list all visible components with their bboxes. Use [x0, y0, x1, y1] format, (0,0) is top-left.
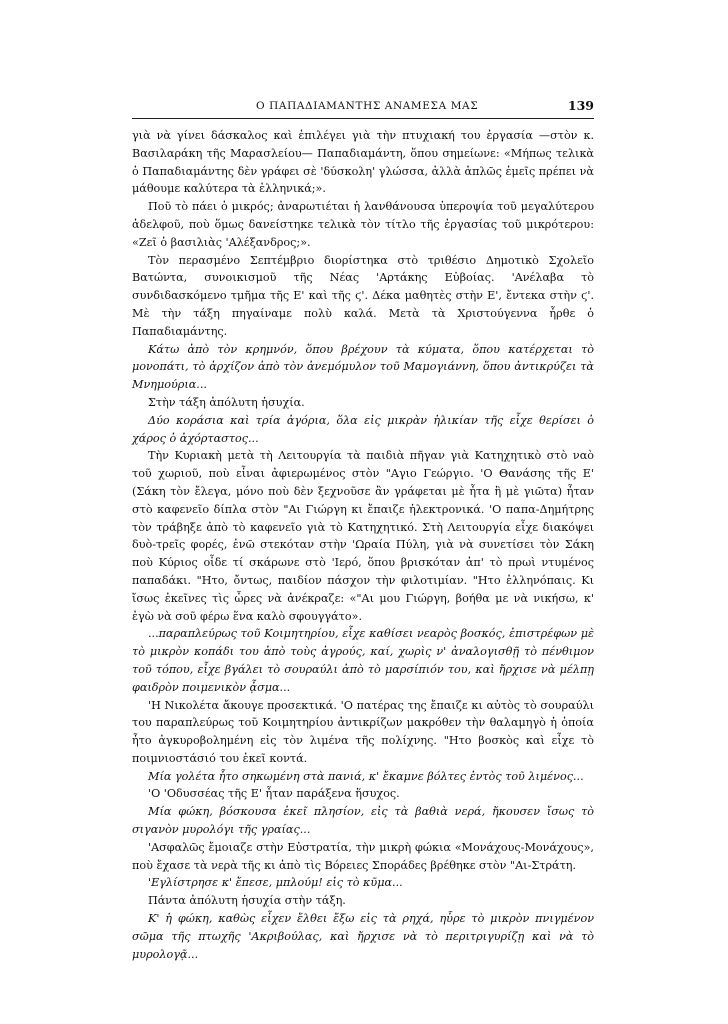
- quoted-passage: Κάτω ἀπὸ τὸν κρημνόν, ὅπου βρέχουν τὰ κύματα, ὅπου κατέρχεται τὸ μονοπάτι, τὸ ἀρχίζον ἀπὸ τὸν ἀνεμόμυλον τοῦ Μαμογιάννη, ὅπου ἀντικρύζει τὰ Μνημούρια...: [132, 342, 594, 392]
- quoted-passage: Κ' ἡ φώκη, καθὼς εἶχεν ἔλθει ἔξω εἰς τὰ ρηχά, ηὗρε τὸ μικρὸν πνιγμένον σῶμα τῆς πτωχῆς 'Ακριβούλας, καὶ ἤρχισε νὰ τὸ περιτριγυρίζῃ καὶ νὰ τὸ μυρολογᾷ...: [132, 912, 594, 961]
- paragraph: 'Ο 'Οδυσσέας τῆς Ε' ἦταν παράξενα ἥσυχος.: [148, 787, 400, 801]
- quoted-passage: 'Εγλίστρησε κ' ἔπεσε, μπλούμ! εἰς τὸ κῦμα...: [148, 876, 403, 890]
- paragraph: γιὰ νὰ γίνει δάσκαλος καὶ ἐπιλέγει γιὰ τὴν πτυχιακή του ἐργασία —στὸν κ. Βασιλαράκη τῆς Μαρασλείου— Παπαδιαμάντη, ὅπου σημείωνε: «Μήπως τελικὰ ὁ Παπαδιαμάντης δὲν γράφει σὲ 'δύσκολη' γλώσσα, ἀλλὰ ἁπλῶς ἐμεῖς πρέπει νὰ μάθουμε καλύτερα τὰ ἑλληνικά;».: [132, 129, 594, 196]
- quoted-passage: Δύο κοράσια καὶ τρία ἀγόρια, ὅλα εἰς μικρὰν ἡλικίαν τῆς εἶχε θερίσει ὁ χάρος ὁ ἀχόρταστος...: [132, 413, 594, 445]
- quoted-passage: Μία φώκη, βόσκουσα ἐκεῖ πλησίον, εἰς τὰ βαθιὰ νερά, ἤκουσεν ἴσως τὸ σιγανὸν μυρολόγι τῆς γραίας...: [132, 805, 594, 837]
- running-title: Ο ΠΑΠΑΔΙΑΜΑΝΤΗΣ ΑΝΑΜΕΣΑ ΜΑΣ: [256, 100, 479, 112]
- paragraph: 'Ασφαλῶς ἔμοιαζε στὴν Εὐστρατία, τὴν μικρὴ φώκια «Μονάχους-Μονάχους», ποὺ ἔχασε τὰ νερὰ τῆς κι ἀπὸ τὶς Βόρειες Σποράδες βρέθηκε στὸν "Αι-Στράτη.: [132, 840, 594, 872]
- header-rule: [132, 118, 594, 119]
- paragraph: Ποῦ τὸ πάει ὁ μικρός; ἀναρωτιέται ἡ λανθάνουσα ὑπεροψία τοῦ μεγαλύτερου ἀδελφοῦ, ποὺ ὅμως δανείστηκε τελικὰ τὸν τίτλο τῆς ἐργασίας τοῦ μικρότερου: «Ζεῖ ὁ βασιλιὰς 'Αλέξανδρος;».: [132, 200, 594, 249]
- quoted-passage: Μία γολέτα ἦτο σηκωμένη στὰ πανιά, κ' ἔκαμνε βόλτες ἐντὸς τοῦ λιμένος...: [148, 769, 584, 783]
- paragraph: Στὴν τάξη ἀπόλυτη ἡσυχία.: [148, 395, 305, 409]
- body-text: [132, 127, 594, 963]
- quoted-passage: ...παραπλεύρως τοῦ Κοιμητηρίου, εἶχε καθίσει νεαρὸς βοσκός, ἐπιστρέφων μὲ τὸ μικρὸν κοπάδι του ἀπὸ τοὺς ἀγρούς, καί, χωρὶς ν' ἀναλογισθῇ τὸ πένθιμον τοῦ τόπου, εἶχε βγάλει τὸ σουραύλι ἀπὸ τὸ μαρσίπιόν του, καὶ ἤρχισε νὰ μέλπῃ φαιδρὸν ποιμενικὸν ᾆσμα...: [132, 627, 594, 694]
- paragraph: Τὸν περασμένο Σεπτέμβριο διορίστηκα στὸ τριθέσιο Δημοτικὸ Σχολεῖο Βατώντα, συνοικισμοῦ τῆς Νέας 'Αρτάκης Εὐβοίας. 'Ανέλαβα τὸ συνδιδασκόμενο τμῆμα τῆς Ε' καὶ τῆς ϛ'. Δέκα μαθητὲς στὴν Ε', ἔντεκα στὴν ϛ'. Μὲ τὴν τάξη πηγαίναμε πολὺ καλά. Μετὰ τὰ Χριστούγεννα ἦρθε ὁ Παπαδιαμάντης.: [132, 253, 594, 338]
- page-header: [132, 98, 594, 120]
- page-number: 139: [567, 98, 594, 113]
- paragraph: Τὴν Κυριακὴ μετὰ τὴ Λειτουργία τὰ παιδιὰ πῆγαν γιὰ Κατηχητικὸ στὸ ναὸ τοῦ χωριοῦ, ποὺ εἶναι ἀφιερωμένος στὸν "Αγιο Γεώργιο. 'Ο Θανάσης τῆς Ε' (Σάκη τὸν ἔλεγα, μόνο ποὺ δὲν ξεχνοῦσε ἂν γράφεται μὲ ἦτα ἢ μὲ γιῶτα) ἦταν στὸ καφενεῖο δίπλα στὸν "Αι Γιώργη κι ἔπαιζε ἠλεκτρονικά. 'Ο παπα-Δημήτρης τὸν τράβηξε ἀπὸ τὸ καφενεῖο γιὰ τὸ Κατηχητικό. Στὴ Λειτουργία εἶχε διακόψει δυὸ-τρεῖς φορές, ἐνῶ στεκόταν στὴν 'Ωραία Πύλη, γιὰ νὰ συνετίσει τὸν Σάκη ποὺ Κύριος οἶδε τί σκάρωνε στὸ 'Ιερό, ὅπου βρισκόταν ἀπ' τὸ πρωὶ ντυμένος παπαδάκι. "Ητο, ὄντως, παιδίον πάσχον τὴν φιλοτιμίαν. "Ητο ἑλληνόπαις. Κι ἴσως ἐκεῖνες τὶς ὧρες νὰ ἀνέκραζε: «"Αι μου Γιώργη, βοήθα με νὰ νικήσω, κ' ἐγὼ νὰ σοῦ φέρω ἕνα καλὸ σφουγγάτο».: [132, 449, 594, 623]
- paragraph: Πάντα ἀπόλυτη ἡσυχία στὴν τάξη.: [148, 894, 346, 908]
- paragraph: 'Η Νικολέτα ἄκουγε προσεκτικά. 'Ο πατέρας της ἔπαιζε κι αὐτὸς τὸ σουραύλι του παραπλεύρως τοῦ Κοιμητηρίου ἀντικρίζων μακρόθεν τὴν θαλαμηγὸ ἡ ὁποία ἦτο ἀγκυροβολημένη εἰς τὸν λιμένα τῆς πολίχνης. "Ητο βοσκὸς καὶ εἶχε τὸ ποιμνιοστάσιό του ἐκεῖ κοντά.: [132, 698, 594, 765]
